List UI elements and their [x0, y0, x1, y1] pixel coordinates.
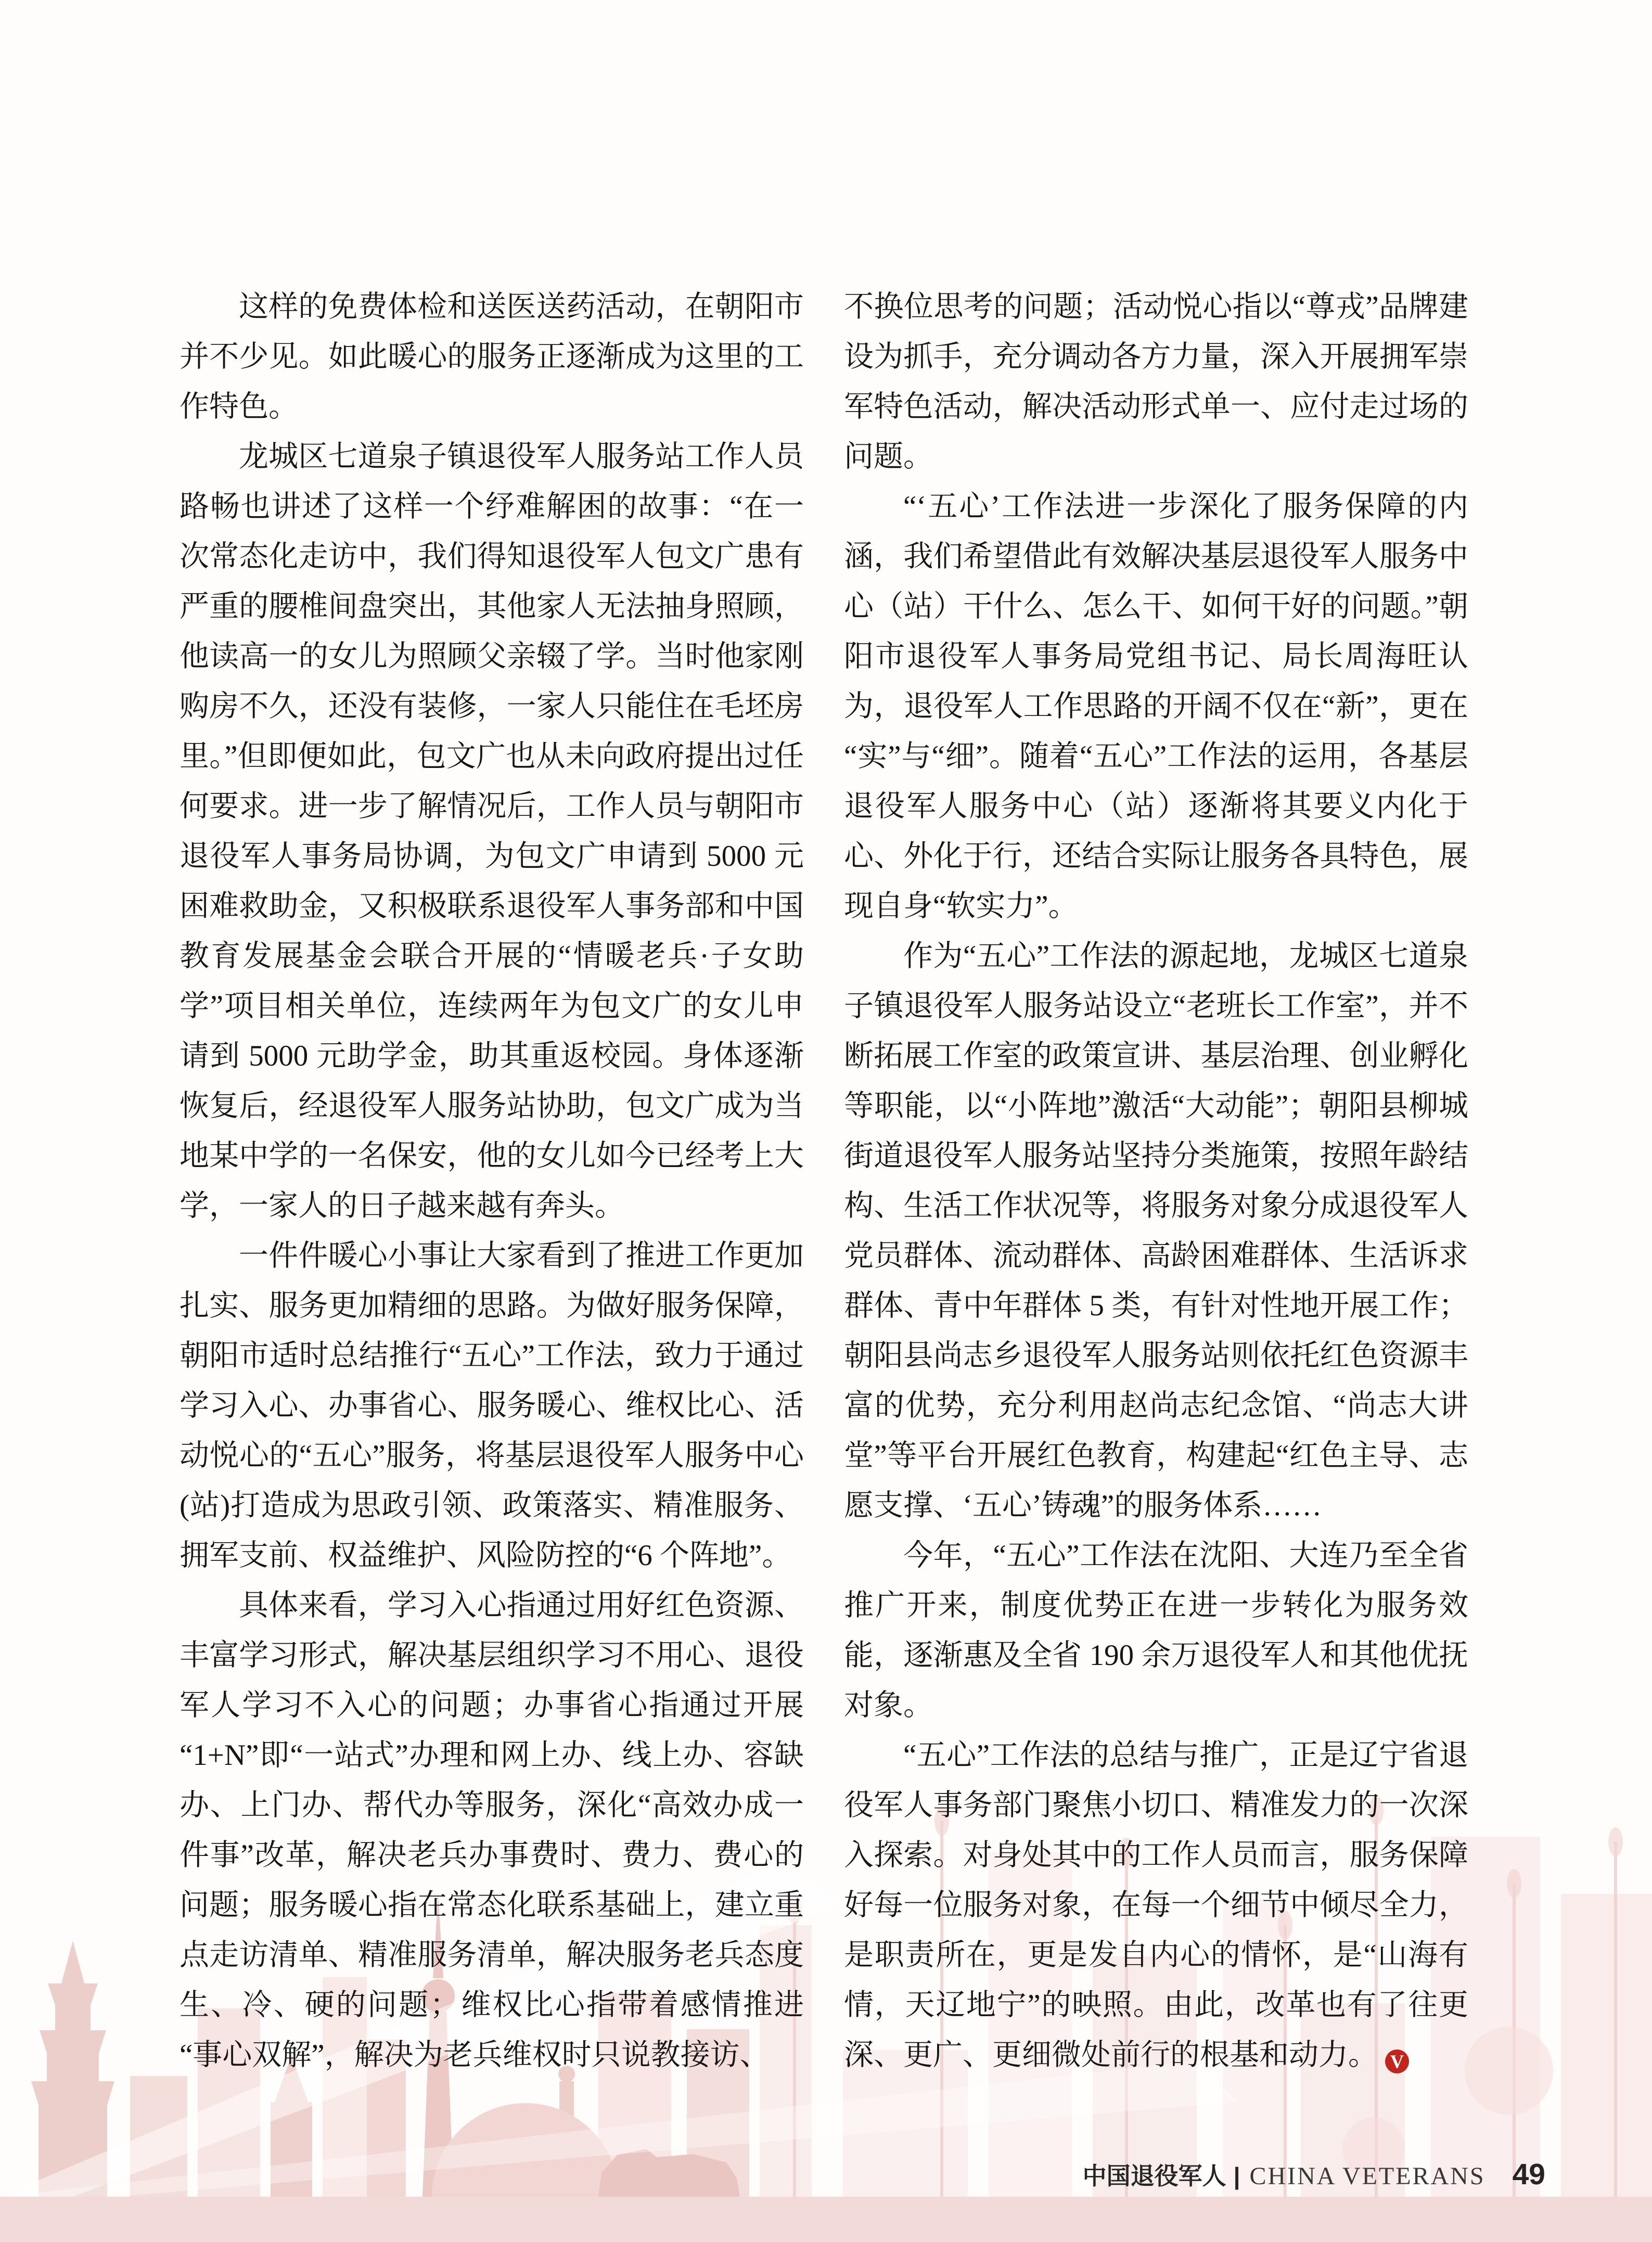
- paragraph-text: “五心”工作法的总结与推广，正是辽宁省退役军人事务部门聚焦小切口、精准发力的一次深入探索。对身处其中的工作人员而言，服务保障好每一位服务对象，在每一个细节中倾尽全力，是职责所在，更是发自内心的情怀，是“山海有情，天辽地宁”的映照。由此，改革也有了往更深、更广、更细微处前行的根基和动力。: [844, 1739, 1468, 2071]
- paragraph: 一件件暖心小事让大家看到了推进工作更加扎实、服务更加精细的思路。为做好服务保障，朝阳市适时总结推行“五心”工作法，致力于通过学习入心、办事省心、服务暖心、维权比心、活动悦心的“五心”服务，将基层退役军人服务中心(站)打造成为思政引领、政策落实、精准服务、拥军支前、权益维护、风险防控的“6 个阵地”。: [180, 1239, 804, 1572]
- right-text-column: [844, 282, 1468, 2080]
- paragraph-with-end-mark: [844, 1731, 1468, 2080]
- page-footer: [1083, 2157, 1545, 2190]
- paragraph: 这样的免费体检和送医送药活动，在朝阳市并不少见。如此暖心的服务正逐渐成为这里的工作特色。: [180, 290, 804, 423]
- paragraph-continuation: 不换位思考的问题；活动悦心指以“尊戎”品牌建设为抓手，充分调动各方力量，深入开展拥军崇军特色活动，解决活动形式单一、应付走过场的问题。: [844, 290, 1468, 473]
- magazine-name-zh: 中国退役军人: [1082, 2162, 1226, 2189]
- magazine-end-mark-icon: V: [1385, 2049, 1409, 2073]
- paragraph: 今年，“五心”工作法在沈阳、大连乃至全省推广开来，制度优势正在进一步转化为服务效能，逐渐惠及全省 190 余万退役军人和其他优抚对象。: [844, 1539, 1468, 1722]
- pink-blob: [1465, 2027, 1553, 2115]
- page-number: 49: [1512, 2158, 1545, 2191]
- paragraph: 具体来看，学习入心指通过用好红色资源、丰富学习形式，解决基层组织学习不用心、退役军人学习不入心的问题；办事省心指通过开展“1+N”即“一站式”办理和网上办、线上办、容缺办、上门办、帮代办等服务，深化“高效办成一件事”改革，解决老兵办事费时、费力、费心的问题；服务暖心指在常态化联系基础上，建立重点走访清单、精准服务清单，解决服务老兵态度生、冷、硬的问题；维权比心指带着感情推进“事心双解”，解决为老兵维权时只说教接访、: [180, 1589, 804, 2071]
- paragraph: 龙城区七道泉子镇退役军人服务站工作人员路畅也讲述了这样一个纾难解困的故事：“在一次常态化走访中，我们得知退役军人包文广患有严重的腰椎间盘突出，其他家人无法抽身照顾，他读高一的女儿为照顾父亲辍了学。当时他家刚购房不久，还没有装修，一家人只能住在毛坯房里。”但即便如此，包文广也从未向政府提出过任何要求。进一步了解情况后，工作人员与朝阳市退役军人事务局协调，为包文广申请到 5000 元困难救助金，又积极联系退役军人事务部和中国教育发展基金会联合开展的“情暖老兵·子女助学”项目相关单位，连续两年为包文广的女儿申请到 5000 元助学金，助其重返校园。身体逐渐恢复后，经退役军人服务站协助，包文广成为当地某中学的一名保安，他的女儿如今已经考上大学，一家人的日子越来越有奔头。: [180, 440, 804, 1222]
- footer-divider: |: [1233, 2162, 1240, 2189]
- paragraph: 作为“五心”工作法的源起地，龙城区七道泉子镇退役军人服务站设立“老班长工作室”，并不断拓展工作室的政策宣讲、基层治理、创业孵化等职能，以“小阵地”激活“大动能”；朝阳县柳城街道退役军人服务站坚持分类施策，按照年龄结构、生活工作状况等，将服务对象分成退役军人党员群体、流动群体、高龄困难群体、生活诉求群体、青中年群体 5 类，有针对性地开展工作；朝阳县尚志乡退役军人服务站则依托红色资源丰富的优势，充分利用赵尚志纪念馆、“尚志大讲堂”等平台开展红色教育，构建起“红色主导、志愿支撑、‘五心’铸魂”的服务体系……: [844, 940, 1468, 1522]
- bottom-pink-strip: [0, 2197, 1652, 2242]
- magazine-name-en: CHINA VETERANS: [1249, 2162, 1485, 2190]
- left-text-column: [180, 282, 804, 2080]
- paragraph: “‘五心’工作法进一步深化了服务保障的内涵，我们希望借此有效解决基层退役军人服务中心（站）干什么、怎么干、如何干好的问题。”朝阳市退役军人事务局党组书记、局长周海旺认为，退役军人工作思路的开阔不仅在“新”，更在“实”与“细”。随着“五心”工作法的运用，各基层退役军人服务中心（站）逐渐将其要义内化于心、外化于行，还结合实际让服务各具特色，展现自身“软实力”。: [844, 490, 1468, 923]
